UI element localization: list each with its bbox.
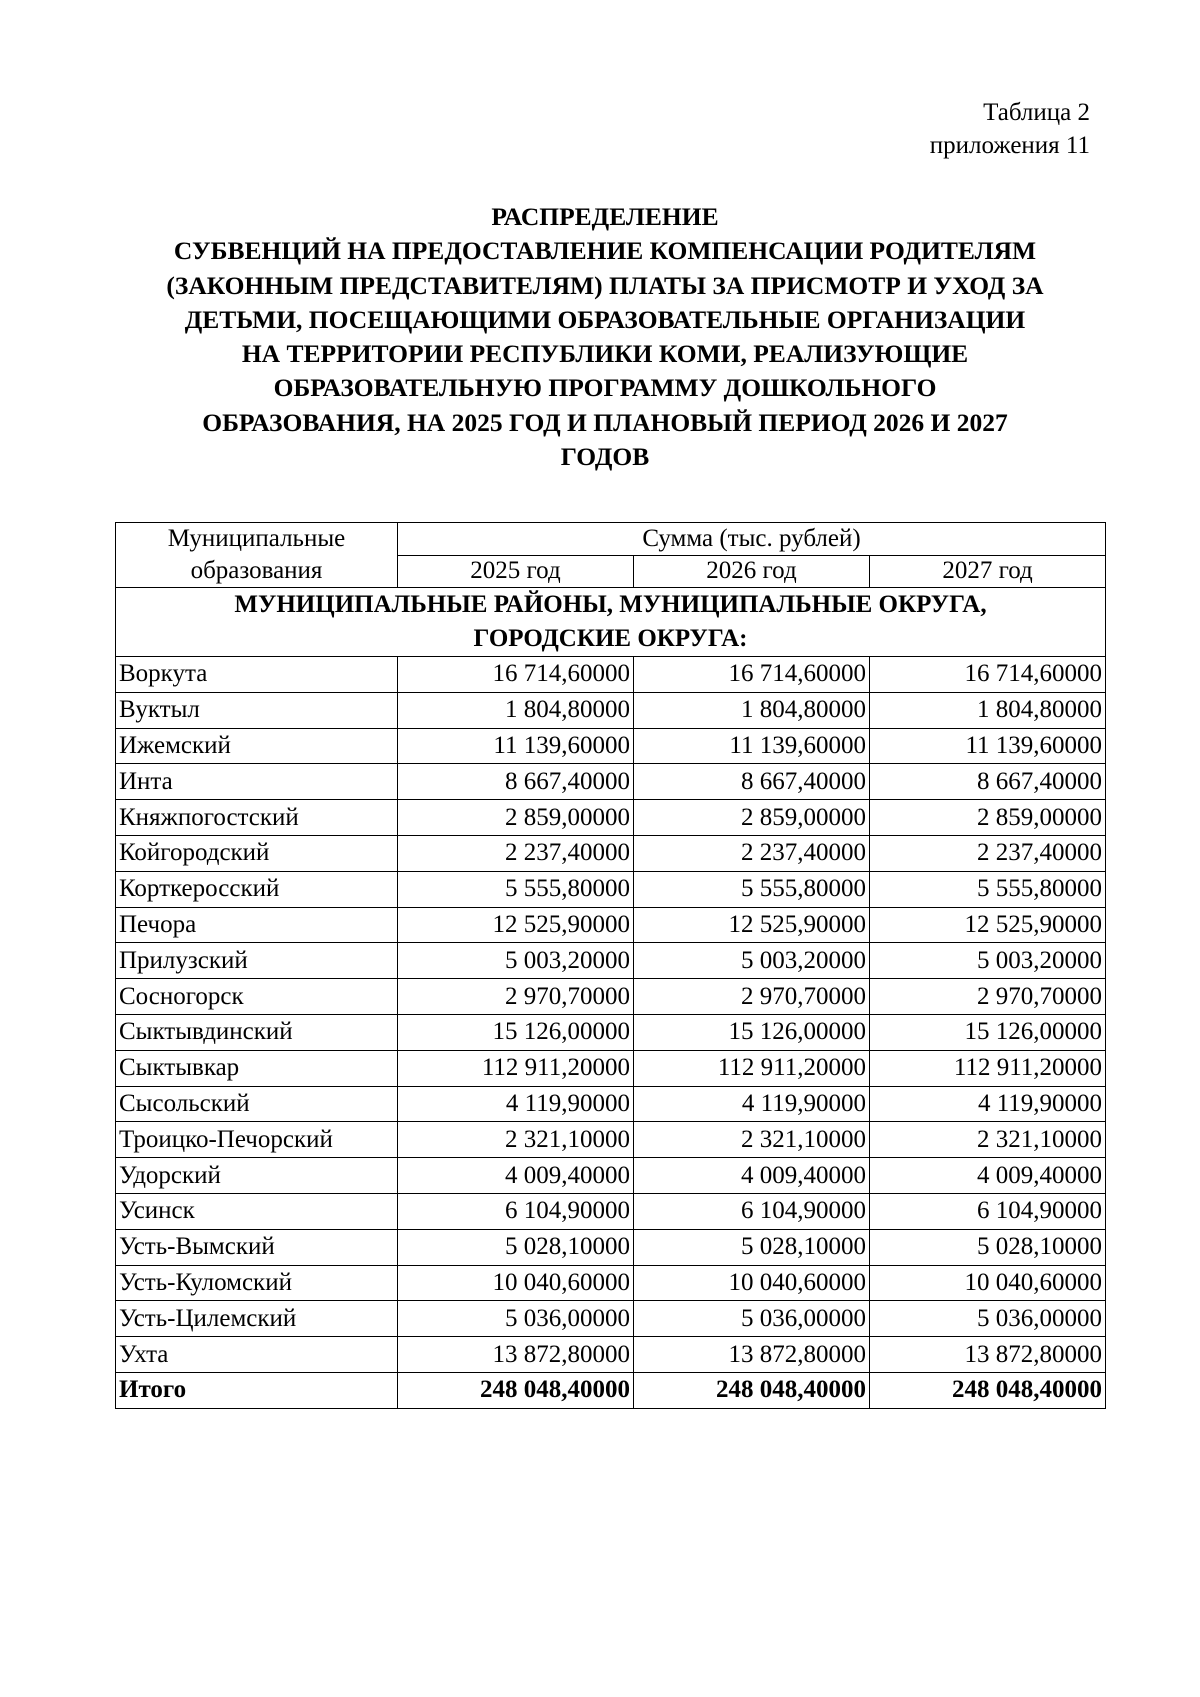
value-2025-cell: 4 009,40000: [398, 1158, 634, 1194]
value-2026-cell: 13 872,80000: [634, 1337, 870, 1373]
value-2025-cell: 5 028,10000: [398, 1229, 634, 1265]
value-2027-cell: 13 872,80000: [870, 1337, 1106, 1373]
value-2025-cell: 2 321,10000: [398, 1122, 634, 1158]
municipality-name-cell: Усть-Вымский: [116, 1229, 398, 1265]
table-row: [116, 835, 1106, 871]
section-header-line1: МУНИЦИПАЛЬНЫЕ РАЙОНЫ, МУНИЦИПАЛЬНЫЕ ОКРУГА,: [234, 591, 987, 618]
value-2026-cell: 1 804,80000: [634, 692, 870, 728]
municipality-name-cell: Сыктывдинский: [116, 1014, 398, 1050]
value-2025-cell: 2 970,70000: [398, 979, 634, 1015]
value-2025-cell: 1 804,80000: [398, 692, 634, 728]
value-2027-cell: 16 714,60000: [870, 657, 1106, 693]
value-2027-cell: 5 036,00000: [870, 1301, 1106, 1337]
table-row: [116, 800, 1106, 836]
table-row: [116, 943, 1106, 979]
column-header-year-2026: 2026 год: [634, 555, 870, 588]
value-2025-cell: 12 525,90000: [398, 907, 634, 943]
table-row: [116, 1158, 1106, 1194]
value-2026-cell: 10 040,60000: [634, 1265, 870, 1301]
value-2026-cell: 5 036,00000: [634, 1301, 870, 1337]
table-row: [116, 871, 1106, 907]
table-row: [116, 1086, 1106, 1122]
value-2025-cell: 2 237,40000: [398, 835, 634, 871]
table-row: [116, 1265, 1106, 1301]
appendix-reference: [930, 96, 1090, 162]
title-line: ОБРАЗОВАНИЯ, НА 2025 ГОД И ПЛАНОВЫЙ ПЕРИОД 2026 И 2027: [202, 407, 1008, 437]
value-2026-cell: 16 714,60000: [634, 657, 870, 693]
table-row: [116, 1193, 1106, 1229]
table-row: [116, 728, 1106, 764]
section-header-line2: ГОРОДСКИЕ ОКРУГА:: [473, 625, 748, 652]
value-2027-cell: 5 028,10000: [870, 1229, 1106, 1265]
value-2025-cell: 5 036,00000: [398, 1301, 634, 1337]
value-2027-cell: 2 859,00000: [870, 800, 1106, 836]
column-header-municipality-line2: образования: [190, 557, 323, 584]
value-2026-cell: 5 028,10000: [634, 1229, 870, 1265]
value-2025-cell: 5 003,20000: [398, 943, 634, 979]
municipality-name-cell: Инта: [116, 764, 398, 800]
value-2027-cell: 112 911,20000: [870, 1050, 1106, 1086]
value-2025-cell: 16 714,60000: [398, 657, 634, 693]
municipality-name-cell: Печора: [116, 907, 398, 943]
value-2026-cell: 112 911,20000: [634, 1050, 870, 1086]
value-2027-cell: 5 555,80000: [870, 871, 1106, 907]
title-line: ГОДОВ: [560, 442, 650, 472]
table-row: [116, 1229, 1106, 1265]
section-row: [116, 588, 1106, 657]
value-2027-cell: 5 003,20000: [870, 943, 1106, 979]
header-row: [116, 523, 1106, 556]
column-header-year-2025: 2025 год: [398, 555, 634, 588]
value-2026-cell: 8 667,40000: [634, 764, 870, 800]
value-2026-cell: 4 119,90000: [634, 1086, 870, 1122]
municipality-name-cell: Сосногорск: [116, 979, 398, 1015]
document-title: [110, 200, 1100, 474]
title-line: НА ТЕРРИТОРИИ РЕСПУБЛИКИ КОМИ, РЕАЛИЗУЮЩИЕ: [241, 339, 969, 369]
value-2026-cell: 2 237,40000: [634, 835, 870, 871]
value-2027-cell: 4 009,40000: [870, 1158, 1106, 1194]
value-2027-cell: 15 126,00000: [870, 1014, 1106, 1050]
value-2026-cell: 5 003,20000: [634, 943, 870, 979]
value-2025-cell: 6 104,90000: [398, 1193, 634, 1229]
value-2025-cell: 13 872,80000: [398, 1337, 634, 1373]
value-2025-cell: 5 555,80000: [398, 871, 634, 907]
table-body: [116, 588, 1106, 1409]
value-2027-cell: 4 119,90000: [870, 1086, 1106, 1122]
municipality-name-cell: Усинск: [116, 1193, 398, 1229]
title-line: (ЗАКОННЫМ ПРЕДСТАВИТЕЛЯМ) ПЛАТЫ ЗА ПРИСМОТР И УХОД ЗА: [166, 270, 1044, 300]
municipality-name-cell: Вуктыл: [116, 692, 398, 728]
column-header-municipality: [116, 523, 398, 588]
value-2025-cell: 4 119,90000: [398, 1086, 634, 1122]
table-row: [116, 979, 1106, 1015]
value-2025-cell: 10 040,60000: [398, 1265, 634, 1301]
column-header-year-2027: 2027 год: [870, 555, 1106, 588]
table-row: [116, 907, 1106, 943]
value-2027-cell: 11 139,60000: [870, 728, 1106, 764]
value-2026-cell: 2 321,10000: [634, 1122, 870, 1158]
value-2025-cell: 248 048,40000: [398, 1372, 634, 1408]
table-row: [116, 764, 1106, 800]
title-line: ОБРАЗОВАТЕЛЬНУЮ ПРОГРАММУ ДОШКОЛЬНОГО: [273, 373, 937, 403]
appendix-table-number: Таблица 2: [983, 99, 1090, 126]
value-2025-cell: 11 139,60000: [398, 728, 634, 764]
value-2026-cell: 2 859,00000: [634, 800, 870, 836]
appendix-number: приложения 11: [929, 132, 1090, 159]
table-row: [116, 1050, 1106, 1086]
value-2026-cell: 5 555,80000: [634, 871, 870, 907]
value-2027-cell: 8 667,40000: [870, 764, 1106, 800]
value-2026-cell: 11 139,60000: [634, 728, 870, 764]
municipality-name-cell: Воркута: [116, 657, 398, 693]
municipality-name-cell: Итого: [116, 1372, 398, 1408]
table-row: [116, 1337, 1106, 1373]
section-header: [116, 588, 1106, 657]
value-2025-cell: 2 859,00000: [398, 800, 634, 836]
value-2026-cell: 2 970,70000: [634, 979, 870, 1015]
value-2025-cell: 15 126,00000: [398, 1014, 634, 1050]
value-2027-cell: 2 321,10000: [870, 1122, 1106, 1158]
value-2026-cell: 12 525,90000: [634, 907, 870, 943]
table-row: [116, 1301, 1106, 1337]
municipality-name-cell: Прилузский: [116, 943, 398, 979]
table-row: [116, 657, 1106, 693]
value-2027-cell: 248 048,40000: [870, 1372, 1106, 1408]
distribution-table: [115, 522, 1106, 1409]
value-2026-cell: 4 009,40000: [634, 1158, 870, 1194]
municipality-name-cell: Ижемский: [116, 728, 398, 764]
municipality-name-cell: Троицко-Печорский: [116, 1122, 398, 1158]
municipality-name-cell: Корткеросский: [116, 871, 398, 907]
value-2027-cell: 1 804,80000: [870, 692, 1106, 728]
total-row: [116, 1372, 1106, 1408]
title-line: ДЕТЬМИ, ПОСЕЩАЮЩИМИ ОБРАЗОВАТЕЛЬНЫЕ ОРГАНИЗАЦИИ: [184, 304, 1026, 334]
municipality-name-cell: Койгородский: [116, 835, 398, 871]
municipality-name-cell: Сыктывкар: [116, 1050, 398, 1086]
value-2027-cell: 6 104,90000: [870, 1193, 1106, 1229]
value-2027-cell: 2 237,40000: [870, 835, 1106, 871]
value-2025-cell: 112 911,20000: [398, 1050, 634, 1086]
table-row: [116, 1122, 1106, 1158]
value-2027-cell: 12 525,90000: [870, 907, 1106, 943]
title-line: СУБВЕНЦИЙ НА ПРЕДОСТАВЛЕНИЕ КОМПЕНСАЦИИ РОДИТЕЛЯМ: [173, 236, 1037, 266]
value-2026-cell: 248 048,40000: [634, 1372, 870, 1408]
municipality-name-cell: Удорский: [116, 1158, 398, 1194]
municipality-name-cell: Усть-Куломский: [116, 1265, 398, 1301]
value-2026-cell: 6 104,90000: [634, 1193, 870, 1229]
municipality-name-cell: Сысольский: [116, 1086, 398, 1122]
table-row: [116, 1014, 1106, 1050]
column-header-sum: Сумма (тыс. рублей): [398, 523, 1106, 556]
column-header-municipality-line1: Муниципальные: [167, 525, 346, 552]
value-2027-cell: 2 970,70000: [870, 979, 1106, 1015]
municipality-name-cell: Усть-Цилемский: [116, 1301, 398, 1337]
table-row: [116, 692, 1106, 728]
municipality-name-cell: Ухта: [116, 1337, 398, 1373]
value-2025-cell: 8 667,40000: [398, 764, 634, 800]
municipality-name-cell: Княжпогостский: [116, 800, 398, 836]
title-line: РАСПРЕДЕЛЕНИЕ: [491, 202, 719, 231]
value-2026-cell: 15 126,00000: [634, 1014, 870, 1050]
value-2027-cell: 10 040,60000: [870, 1265, 1106, 1301]
